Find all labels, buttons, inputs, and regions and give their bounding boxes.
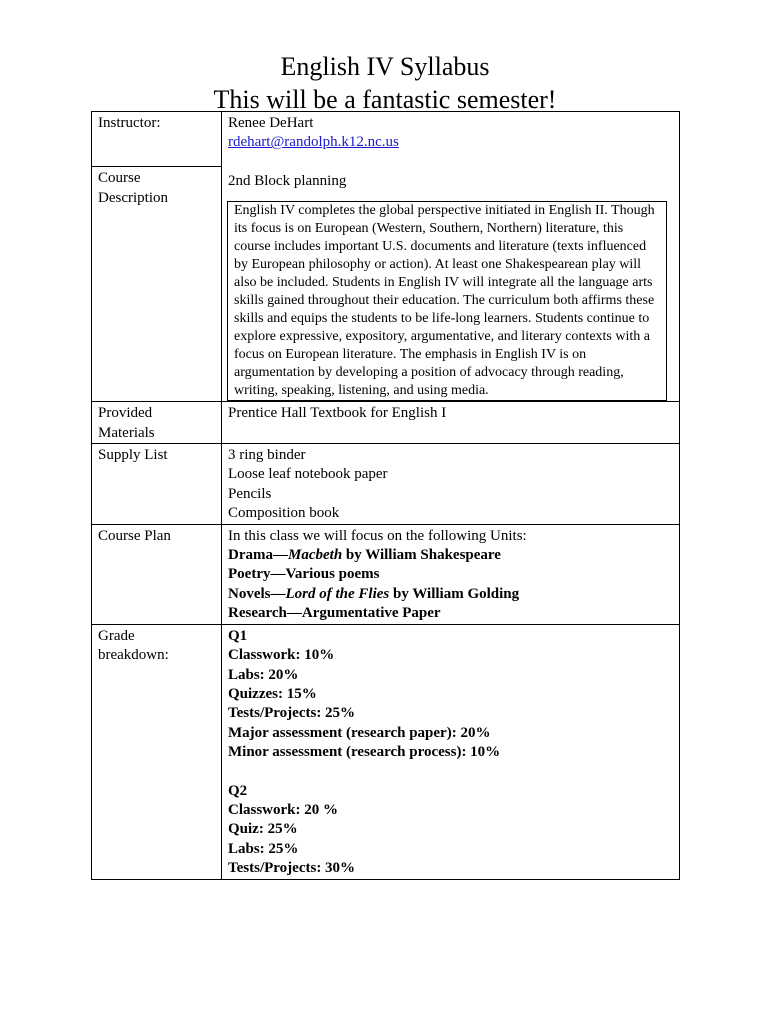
grade-item: Quiz: 25% (228, 821, 298, 838)
course-description-text: English IV completes the global perspective initiated in English II. Though its focus is on European (Western, Southern, Northern) literature, this course includes important U.S. documents and literature (texts influenced by European philosophy or action). At least one Shakespearean play will also be included. Students in English IV will integrate all the language arts skills gained throughout their education. The curriculum both affirms these skills and equips the students to be life-long learners. Students continue to explore expressive, expository, argumentative, and literary contexts with a focus on European literature. The emphasis in English IV is on argumentation by developing a position of advocacy through reading, writing, speaking, listening, and using media. (234, 203, 655, 399)
spacer (228, 763, 673, 782)
instructor-label: Instructor: (92, 112, 222, 167)
supply-item: Loose leaf notebook paper (228, 466, 388, 483)
provided-materials-value: Prentice Hall Textbook for English I (222, 402, 680, 444)
unit-novels-title: Lord of the Flies (285, 585, 390, 602)
unit-drama-prefix: Drama— (228, 547, 288, 564)
unit-novels-prefix: Novels— (228, 585, 286, 602)
supply-item: Pencils (228, 485, 272, 502)
supply-item: Composition book (228, 505, 340, 522)
q1-heading: Q1 (228, 627, 248, 644)
unit-drama (228, 546, 673, 565)
title-line-2: This will be a fantastic semester! (213, 85, 557, 114)
title-line-1: English IV Syllabus (280, 52, 490, 81)
grade-breakdown-value (222, 624, 680, 879)
unit-research: Research—Argumentative Paper (228, 605, 441, 622)
grade-breakdown-label-line2: breakdown: (98, 647, 169, 664)
unit-poetry: Poetry—Various poems (228, 566, 380, 583)
course-plan-label: Course Plan (92, 524, 222, 624)
supply-item: 3 ring binder (228, 447, 306, 464)
row-supply-list (92, 444, 680, 525)
course-description-box (227, 201, 667, 401)
instructor-planning: 2nd Block planning (228, 172, 347, 189)
row-instructor (92, 112, 680, 167)
supply-list-value (222, 444, 680, 525)
unit-novels (228, 585, 673, 604)
instructor-value (222, 112, 680, 402)
instructor-email-link[interactable]: rdehart@randolph.k12.nc.us (228, 134, 399, 151)
course-description-label-line1: Course (98, 170, 141, 187)
grade-item: Quizzes: 15% (228, 685, 317, 702)
grade-item: Minor assessment (research process): 10% (228, 744, 501, 761)
unit-drama-suffix: by William Shakespeare (342, 547, 501, 564)
grade-item: Tests/Projects: 25% (228, 705, 356, 722)
course-plan-value (222, 524, 680, 624)
grade-breakdown-label (92, 624, 222, 879)
q2-heading: Q2 (228, 782, 248, 799)
course-description-label (92, 167, 222, 402)
grade-item: Labs: 20% (228, 666, 299, 683)
unit-novels-suffix: by William Golding (389, 585, 520, 602)
grade-item: Tests/Projects: 30% (228, 860, 356, 877)
spacer (228, 153, 673, 172)
unit-drama-title: Macbeth (288, 547, 343, 564)
provided-materials-label (92, 402, 222, 444)
row-course-plan (92, 524, 680, 624)
instructor-name: Renee DeHart (228, 115, 314, 131)
course-plan-intro: In this class we will focus on the following Units: (228, 527, 527, 544)
grade-item: Classwork: 20 % (228, 801, 339, 818)
grade-breakdown-label-line1: Grade (98, 627, 135, 644)
document-title (0, 50, 770, 116)
grade-item: Classwork: 10% (228, 647, 335, 664)
grade-item: Major assessment (research paper): 20% (228, 724, 491, 741)
course-description-label-line2: Description (98, 189, 168, 206)
syllabus-table (91, 111, 680, 880)
row-grade-breakdown (92, 624, 680, 879)
supply-list-label: Supply List (92, 444, 222, 525)
provided-materials-label-line1: Provided (98, 405, 153, 422)
provided-materials-label-line2: Materials (98, 424, 155, 441)
row-provided-materials (92, 402, 680, 444)
grade-item: Labs: 25% (228, 840, 299, 857)
